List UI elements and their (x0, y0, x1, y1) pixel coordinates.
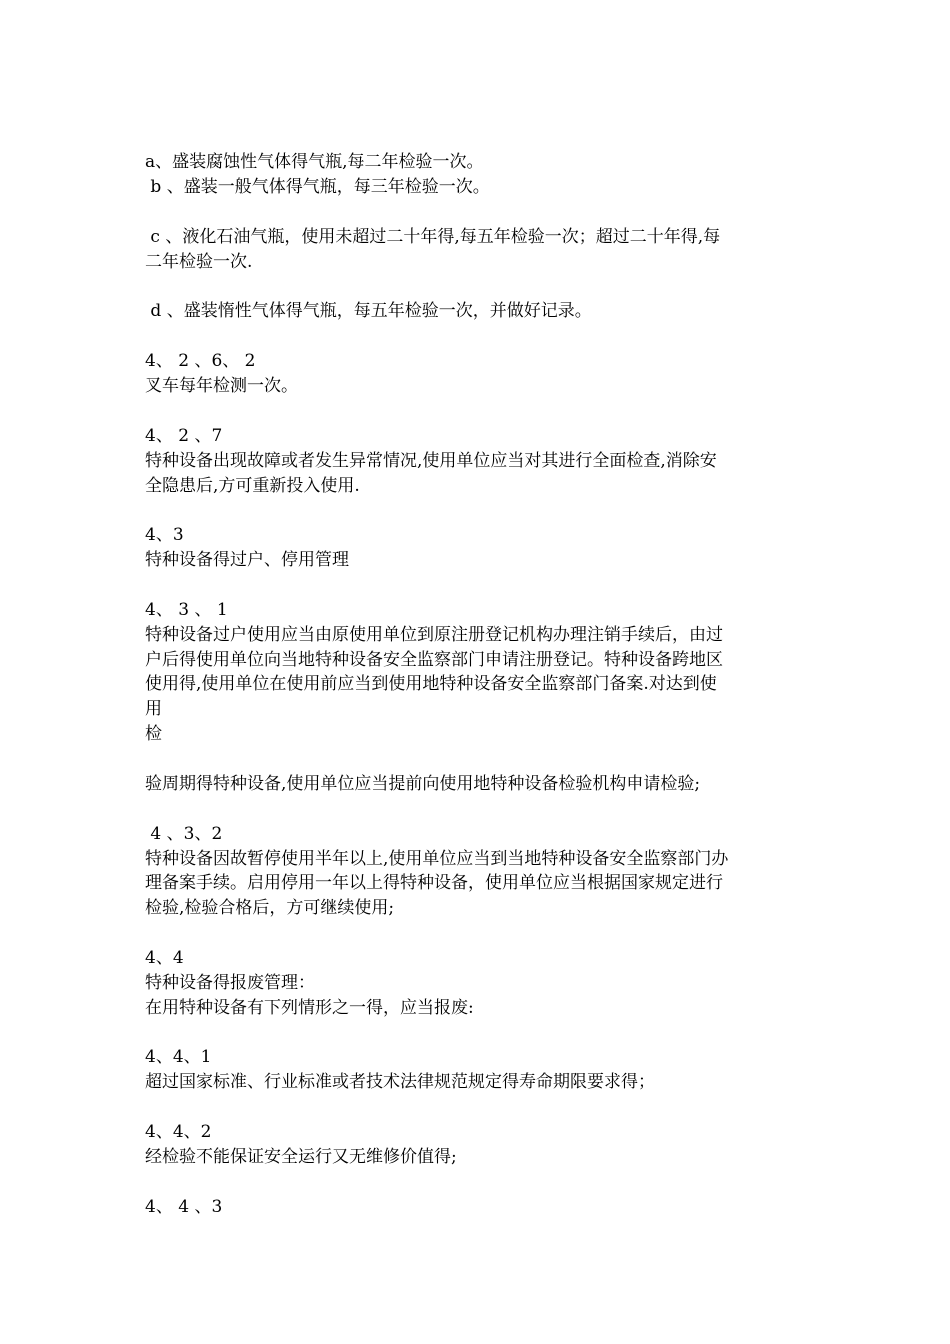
text-line: 经检验不能保证安全运行又无维修价值得; (145, 1147, 457, 1167)
text-line: 用 (145, 699, 162, 719)
section-number: 4、4、2 (145, 1122, 212, 1142)
text-line: 理备案手续。启用停用一年以上得特种设备，使用单位应当根据国家规定进行 (145, 873, 723, 893)
text-line: 特种设备出现故障或者发生异常情况,使用单位应当对其进行全面检查,消除安 (145, 451, 717, 471)
section-number: 4 、3、2 (145, 824, 223, 844)
section-heading: 特种设备得过户、停用管理 (145, 550, 349, 570)
section-number: 4、3 (145, 525, 184, 545)
text-line: 户后得使用单位向当地特种设备安全监察部门申请注册登记。特种设备跨地区 (145, 650, 723, 670)
text-line: 全隐患后,方可重新投入使用. (145, 476, 360, 496)
section-number: 4、 2 、6、 2 (145, 351, 256, 371)
text-line: a、盛装腐蚀性气体得气瓶,每二年检验一次。 (145, 152, 484, 172)
text-line: 检验,检验合格后，方可继续使用; (145, 898, 395, 918)
section-number: 4、 3 、 1 (145, 600, 228, 620)
text-line: 使用得,使用单位在使用前应当到使用地特种设备安全监察部门备案.对达到使 (145, 674, 717, 694)
section-number: 4、4 (145, 948, 184, 968)
text-line: 叉车每年检测一次。 (145, 376, 298, 396)
section-number: 4、4、1 (145, 1047, 212, 1067)
text-line: 检 (145, 724, 162, 744)
text-line: 验周期得特种设备,使用单位应当提前向使用地特种设备检验机构申请检验; (145, 774, 701, 794)
text-line: b 、盛装一般气体得气瓶，每三年检验一次。 (145, 177, 490, 197)
section-number: 4、 4 、3 (145, 1197, 223, 1217)
text-line: 二年检验一次. (145, 252, 253, 272)
text-line: c 、液化石油气瓶，使用未超过二十年得,每五年检验一次；超过二十年得,每 (145, 227, 721, 247)
text-line: d 、盛装惰性气体得气瓶，每五年检验一次，并做好记录。 (145, 301, 592, 321)
text-line: 超过国家标准、行业标准或者技术法律规范规定得寿命期限要求得； (145, 1072, 655, 1092)
text-line: 在用特种设备有下列情形之一得，应当报废: (145, 998, 474, 1018)
text-line: 特种设备过户使用应当由原使用单位到原注册登记机构办理注销手续后，由过 (145, 625, 723, 645)
text-line: 特种设备因故暂停使用半年以上,使用单位应当到当地特种设备安全监察部门办 (145, 849, 729, 869)
section-heading: 特种设备得报废管理： (145, 973, 315, 993)
section-number: 4、 2 、7 (145, 426, 223, 446)
